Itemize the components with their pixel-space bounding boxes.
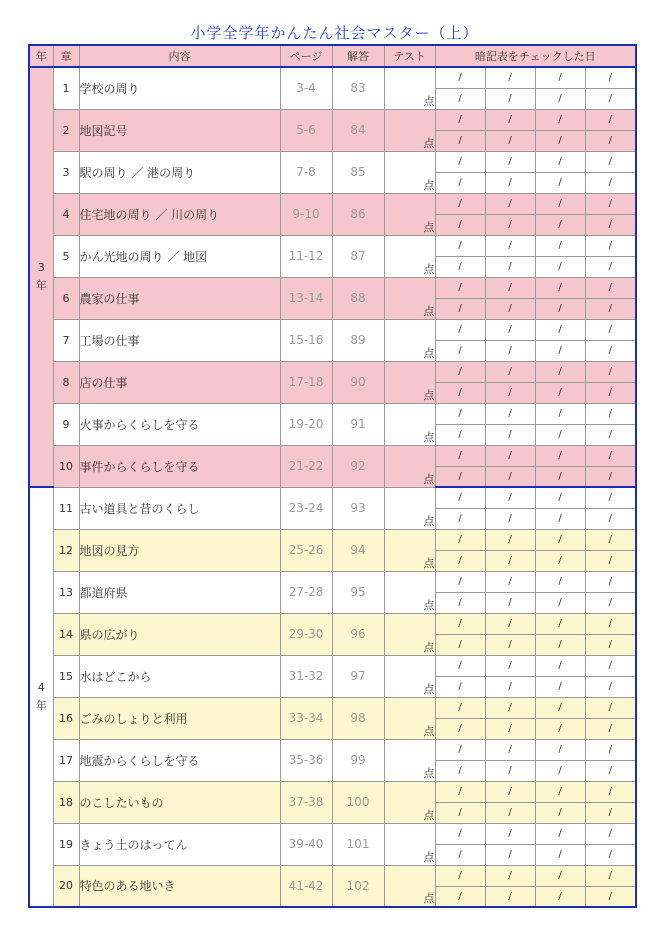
answer-page: 87 [332,235,384,277]
check-date-cell[interactable]: / [435,445,485,466]
check-date-cell[interactable]: / [585,88,636,109]
check-date-cell[interactable]: / [535,319,585,340]
page-range: 25-26 [280,529,332,571]
check-date-cell[interactable]: / [435,718,485,739]
table-row [29,487,636,508]
test-score-cell[interactable]: 点 [384,655,435,697]
answer-page: 97 [332,655,384,697]
answer-page: 98 [332,697,384,739]
check-date-cell[interactable]: / [485,802,535,823]
check-date-cell[interactable]: / [485,130,535,151]
chapter-content: かん光地の周り ／ 地図 [79,235,280,277]
check-date-cell[interactable]: / [485,424,535,445]
check-date-cell[interactable]: / [485,760,535,781]
check-date-cell[interactable]: / [535,466,585,487]
check-date-cell[interactable]: / [585,466,636,487]
check-date-cell[interactable]: / [485,592,535,613]
chapter-content: 事件からくらしを守る [79,445,280,487]
chapter-content: 地図の見方 [79,529,280,571]
chapter-number: 19 [53,823,79,865]
check-date-cell[interactable]: / [485,571,535,592]
check-date-cell[interactable]: / [435,130,485,151]
chapter-number: 4 [53,193,79,235]
chapter-content: のこしたいもの [79,781,280,823]
chapter-number: 20 [53,865,79,907]
check-date-cell[interactable]: / [435,865,485,886]
table-row [29,739,636,760]
answer-page: 94 [332,529,384,571]
check-date-cell[interactable]: / [585,109,636,130]
page-title: 小学全学年かんたん社会マスター（上） [190,24,479,42]
test-score-cell[interactable]: 点 [384,193,435,235]
page-range: 21-22 [280,445,332,487]
header-check-dates: 暗記表をチェックした日 [435,45,636,67]
table-row [29,403,636,424]
check-date-cell[interactable]: / [585,760,636,781]
page-range: 23-24 [280,487,332,529]
check-date-cell[interactable]: / [535,844,585,865]
chapter-number: 16 [53,697,79,739]
chapter-number: 9 [53,403,79,445]
answer-page: 99 [332,739,384,781]
check-date-cell[interactable]: / [535,592,585,613]
check-date-cell[interactable]: / [535,487,585,508]
table-row [29,823,636,844]
page-range: 31-32 [280,655,332,697]
header-chapter: 章 [53,45,79,67]
page-range: 11-12 [280,235,332,277]
check-date-cell[interactable]: / [585,550,636,571]
page-range: 7-8 [280,151,332,193]
chapter-content: 都道府県 [79,571,280,613]
check-date-cell[interactable]: / [585,403,636,424]
check-date-cell[interactable]: / [585,571,636,592]
grade-label-cell [29,487,53,907]
check-date-cell[interactable]: / [435,487,485,508]
page-range: 33-34 [280,697,332,739]
grade-label: 年 [35,279,47,292]
page-range: 39-40 [280,823,332,865]
test-score-cell[interactable]: 点 [384,361,435,403]
check-date-cell[interactable]: / [435,697,485,718]
table-row [29,235,636,256]
chapter-content: 学校の周り [79,67,280,109]
check-date-cell[interactable]: / [485,844,535,865]
check-date-cell[interactable]: / [485,88,535,109]
chapter-number: 6 [53,277,79,319]
check-date-cell[interactable]: / [485,214,535,235]
answer-page: 101 [332,823,384,865]
chapter-content: 店の仕事 [79,361,280,403]
header-answer: 解答 [332,45,384,67]
check-date-cell[interactable]: / [585,256,636,277]
check-date-cell[interactable]: / [435,382,485,403]
check-date-cell[interactable]: / [485,466,535,487]
check-date-cell[interactable]: / [535,235,585,256]
page-range: 3-4 [280,67,332,109]
check-date-cell[interactable]: / [435,67,485,88]
test-score-cell[interactable]: 点 [384,445,435,487]
check-date-cell[interactable]: / [585,214,636,235]
chapter-content: 特色のある地いき [79,865,280,907]
grade-label: 3 [37,261,45,274]
table-row [29,193,636,214]
table-row [29,109,636,130]
page-range: 5-6 [280,109,332,151]
chapter-number: 13 [53,571,79,613]
check-date-cell[interactable]: / [535,109,585,130]
check-date-cell[interactable]: / [435,298,485,319]
check-date-cell[interactable]: / [485,550,535,571]
table-row [29,361,636,382]
check-date-cell[interactable]: / [585,487,636,508]
answer-page: 90 [332,361,384,403]
check-date-cell[interactable]: / [535,277,585,298]
chapter-content: 古い道具と昔のくらし [79,487,280,529]
check-date-cell[interactable]: / [435,634,485,655]
answer-page: 88 [332,277,384,319]
check-date-cell[interactable]: / [585,718,636,739]
chapter-number: 2 [53,109,79,151]
check-date-cell[interactable]: / [585,676,636,697]
check-date-cell[interactable]: / [585,382,636,403]
check-date-cell[interactable]: / [585,151,636,172]
header-row [29,45,636,67]
chapter-number: 8 [53,361,79,403]
test-score-cell[interactable]: 点 [384,235,435,277]
chapter-number: 12 [53,529,79,571]
check-date-cell[interactable]: / [535,298,585,319]
check-date-cell[interactable]: / [485,697,535,718]
check-date-cell[interactable]: / [485,676,535,697]
check-date-cell[interactable]: / [485,67,535,88]
grade-label: 4 [37,681,45,694]
check-date-cell[interactable]: / [585,781,636,802]
check-date-cell[interactable]: / [485,445,535,466]
answer-page: 86 [332,193,384,235]
check-date-cell[interactable]: / [485,382,535,403]
header-page: ページ [280,45,332,67]
page-range: 29-30 [280,613,332,655]
table-row [29,613,636,634]
chapter-number: 14 [53,613,79,655]
check-date-cell[interactable]: / [585,424,636,445]
check-date-cell[interactable]: / [435,655,485,676]
page-range: 27-28 [280,571,332,613]
header-content: 内容 [79,45,280,67]
check-date-cell[interactable]: / [585,340,636,361]
check-date-cell[interactable]: / [435,88,485,109]
chapter-number: 11 [53,487,79,529]
chapter-content: きょう土のはってん [79,823,280,865]
check-date-cell[interactable]: / [485,823,535,844]
grade-label-cell [29,67,53,487]
check-date-cell[interactable]: / [435,193,485,214]
check-date-cell[interactable]: / [585,865,636,886]
check-date-cell[interactable]: / [435,739,485,760]
chapter-content: 農家の仕事 [79,277,280,319]
table-row [29,781,636,802]
table-row [29,67,636,88]
chapter-number: 15 [53,655,79,697]
chapter-content: 県の広がり [79,613,280,655]
check-date-cell[interactable]: / [435,172,485,193]
test-score-cell[interactable]: 点 [384,781,435,823]
check-date-cell[interactable]: / [535,508,585,529]
page-range: 13-14 [280,277,332,319]
chapter-number: 17 [53,739,79,781]
check-date-cell[interactable]: / [435,613,485,634]
answer-page: 100 [332,781,384,823]
check-date-cell[interactable]: / [485,298,535,319]
header-year: 年 [29,45,53,67]
test-score-cell[interactable]: 点 [384,739,435,781]
check-date-cell[interactable]: / [585,802,636,823]
check-date-cell[interactable]: / [585,886,636,907]
check-date-cell[interactable]: / [535,865,585,886]
check-date-cell[interactable]: / [535,193,585,214]
check-date-cell[interactable]: / [585,298,636,319]
check-date-cell[interactable]: / [535,655,585,676]
page-range: 35-36 [280,739,332,781]
check-date-cell[interactable]: / [435,781,485,802]
page-range: 37-38 [280,781,332,823]
table-row [29,151,636,172]
check-date-cell[interactable]: / [585,529,636,550]
check-date-cell[interactable]: / [585,634,636,655]
check-date-cell[interactable]: / [535,256,585,277]
chapter-number: 10 [53,445,79,487]
check-date-cell[interactable]: / [585,319,636,340]
chapter-number: 1 [53,67,79,109]
check-date-cell[interactable]: / [485,508,535,529]
check-date-cell[interactable]: / [435,676,485,697]
check-date-cell[interactable]: / [435,550,485,571]
table-row [29,445,636,466]
check-date-cell[interactable]: / [585,592,636,613]
grade-label: 年 [35,699,47,712]
check-date-cell[interactable]: / [535,151,585,172]
answer-page: 89 [332,319,384,361]
chapter-number: 7 [53,319,79,361]
check-date-cell[interactable]: / [535,403,585,424]
chapter-content: 住宅地の周り ／ 川の周り [79,193,280,235]
check-date-cell[interactable]: / [485,340,535,361]
chapter-content: 地震からくらしを守る [79,739,280,781]
check-date-cell[interactable]: / [435,760,485,781]
answer-page: 85 [332,151,384,193]
check-date-cell[interactable]: / [435,109,485,130]
check-date-cell[interactable]: / [435,151,485,172]
page-range: 17-18 [280,361,332,403]
check-date-cell[interactable]: / [585,235,636,256]
test-score-cell[interactable]: 点 [384,403,435,445]
test-score-cell[interactable]: 点 [384,571,435,613]
check-date-cell[interactable]: / [485,172,535,193]
check-date-cell[interactable]: / [435,319,485,340]
check-date-cell[interactable]: / [435,844,485,865]
check-date-cell[interactable]: / [435,571,485,592]
test-score-cell[interactable]: 点 [384,67,435,109]
answer-page: 92 [332,445,384,487]
check-date-cell[interactable]: / [435,466,485,487]
check-date-cell[interactable]: / [585,193,636,214]
check-date-cell[interactable]: / [585,130,636,151]
check-date-cell[interactable]: / [485,361,535,382]
check-date-cell[interactable]: / [585,172,636,193]
test-score-cell[interactable]: 点 [384,319,435,361]
check-date-cell[interactable]: / [535,130,585,151]
check-date-cell[interactable]: / [435,340,485,361]
check-date-cell[interactable]: / [435,361,485,382]
check-date-cell[interactable]: / [585,67,636,88]
page-range: 19-20 [280,403,332,445]
check-date-cell[interactable]: / [585,655,636,676]
study-record-table [28,44,637,908]
check-date-cell[interactable]: / [485,151,535,172]
check-date-cell[interactable]: / [535,676,585,697]
answer-page: 96 [332,613,384,655]
check-date-cell[interactable]: / [485,613,535,634]
check-date-cell[interactable]: / [485,739,535,760]
check-date-cell[interactable]: / [485,634,535,655]
check-date-cell[interactable]: / [485,886,535,907]
test-score-cell[interactable]: 点 [384,277,435,319]
chapter-number: 18 [53,781,79,823]
test-score-cell[interactable]: 点 [384,697,435,739]
check-date-cell[interactable]: / [535,781,585,802]
check-date-cell[interactable]: / [585,739,636,760]
check-date-cell[interactable]: / [435,235,485,256]
check-date-cell[interactable]: / [535,739,585,760]
check-date-cell[interactable]: / [585,445,636,466]
check-date-cell[interactable]: / [485,781,535,802]
answer-page: 84 [332,109,384,151]
check-date-cell[interactable]: / [435,256,485,277]
check-date-cell[interactable]: / [535,67,585,88]
answer-page: 91 [332,403,384,445]
check-date-cell[interactable]: / [485,865,535,886]
chapter-number: 3 [53,151,79,193]
table-row [29,319,636,340]
chapter-content: ごみのしょりと利用 [79,697,280,739]
check-date-cell[interactable]: / [535,760,585,781]
check-date-cell[interactable]: / [535,382,585,403]
check-date-cell[interactable]: / [535,571,585,592]
chapter-content: 水はどこから [79,655,280,697]
check-date-cell[interactable]: / [585,508,636,529]
check-date-cell[interactable]: / [535,529,585,550]
check-date-cell[interactable]: / [535,823,585,844]
check-date-cell[interactable]: / [485,403,535,424]
check-date-cell[interactable]: / [435,802,485,823]
check-date-cell[interactable]: / [485,235,535,256]
check-date-cell[interactable]: / [535,214,585,235]
chapter-content: 地図記号 [79,109,280,151]
check-date-cell[interactable]: / [585,823,636,844]
chapter-content: 火事からくらしを守る [79,403,280,445]
check-date-cell[interactable]: / [485,655,535,676]
check-date-cell[interactable]: / [435,886,485,907]
check-date-cell[interactable]: / [485,256,535,277]
check-date-cell[interactable]: / [535,802,585,823]
check-date-cell[interactable]: / [535,172,585,193]
chapter-content: 工場の仕事 [79,319,280,361]
chapter-content: 駅の周り ／ 港の周り [79,151,280,193]
chapter-number: 5 [53,235,79,277]
check-date-cell[interactable]: / [535,445,585,466]
check-date-cell[interactable]: / [485,529,535,550]
check-date-cell[interactable]: / [535,718,585,739]
table-row [29,697,636,718]
test-score-cell[interactable]: 点 [384,151,435,193]
check-date-cell[interactable]: / [535,424,585,445]
check-date-cell[interactable]: / [585,844,636,865]
check-date-cell[interactable]: / [435,214,485,235]
check-date-cell[interactable]: / [535,88,585,109]
test-score-cell[interactable]: 点 [384,613,435,655]
check-date-cell[interactable]: / [485,319,535,340]
check-date-cell[interactable]: / [435,403,485,424]
table-row [29,529,636,550]
check-date-cell[interactable]: / [485,109,535,130]
test-score-cell[interactable]: 点 [384,109,435,151]
table-row [29,655,636,676]
test-score-cell[interactable]: 点 [384,529,435,571]
answer-page: 102 [332,865,384,907]
answer-page: 95 [332,571,384,613]
check-date-cell[interactable]: / [435,592,485,613]
check-date-cell[interactable]: / [435,529,485,550]
check-date-cell[interactable]: / [435,508,485,529]
check-date-cell[interactable]: / [485,487,535,508]
check-date-cell[interactable]: / [585,613,636,634]
answer-page: 93 [332,487,384,529]
page-range: 15-16 [280,319,332,361]
test-score-cell[interactable]: 点 [384,823,435,865]
page-range: 9-10 [280,193,332,235]
check-date-cell[interactable]: / [585,697,636,718]
check-date-cell[interactable]: / [535,550,585,571]
check-date-cell[interactable]: / [585,361,636,382]
test-score-cell[interactable]: 点 [384,865,435,907]
table-row [29,277,636,298]
answer-page: 83 [332,67,384,109]
header-test: テスト [384,45,435,67]
check-date-cell[interactable]: / [535,886,585,907]
table-row [29,865,636,886]
check-date-cell[interactable]: / [485,718,535,739]
check-date-cell[interactable]: / [435,823,485,844]
check-date-cell[interactable]: / [485,193,535,214]
page-range: 41-42 [280,865,332,907]
check-date-cell[interactable]: / [485,277,535,298]
check-date-cell[interactable]: / [535,361,585,382]
test-score-cell[interactable]: 点 [384,487,435,529]
check-date-cell[interactable]: / [435,424,485,445]
check-date-cell[interactable]: / [585,277,636,298]
table-row [29,571,636,592]
check-date-cell[interactable]: / [435,277,485,298]
check-date-cell[interactable]: / [535,613,585,634]
check-date-cell[interactable]: / [535,340,585,361]
check-date-cell[interactable]: / [535,634,585,655]
check-date-cell[interactable]: / [535,697,585,718]
